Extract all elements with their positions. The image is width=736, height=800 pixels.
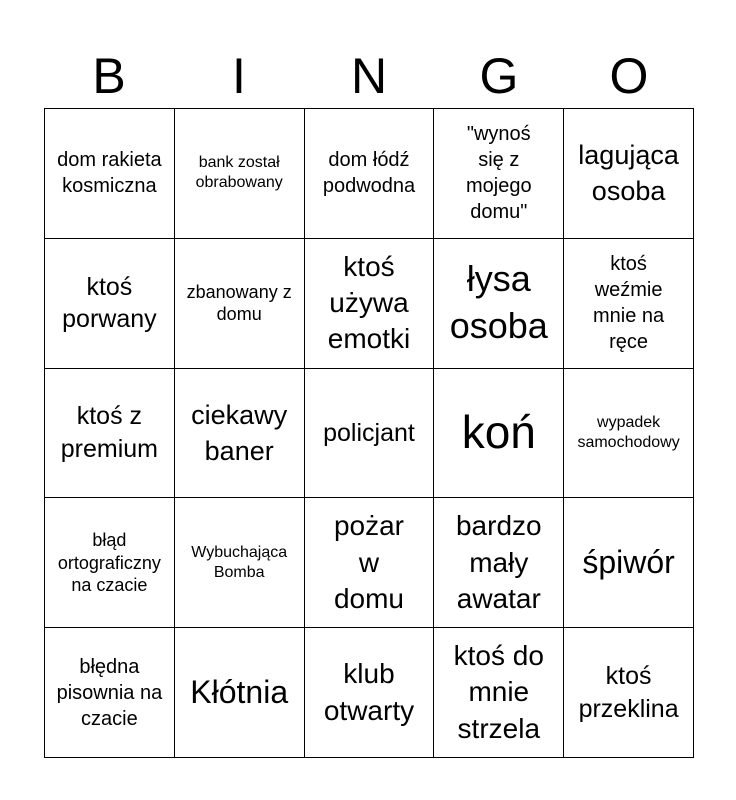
bingo-cell[interactable] <box>305 628 435 758</box>
bingo-cell[interactable] <box>175 628 305 758</box>
bingo-cell[interactable] <box>45 498 175 628</box>
bingo-cell[interactable] <box>434 369 564 499</box>
header-letter-n: N <box>350 48 388 104</box>
cell-label: dom łódź podwodna <box>322 149 416 198</box>
bingo-cell[interactable] <box>45 628 175 758</box>
bingo-cell[interactable] <box>45 109 175 239</box>
bingo-cell[interactable] <box>305 109 435 239</box>
header-letter-i: I <box>232 48 246 104</box>
bingo-cell[interactable] <box>564 239 694 369</box>
bingo-cell[interactable] <box>175 239 305 369</box>
header-letter-g: G <box>479 48 519 104</box>
bingo-cell[interactable] <box>175 498 305 628</box>
bingo-cell[interactable] <box>434 109 564 239</box>
cell-label: dom rakieta kosmiczna <box>57 149 162 198</box>
cell-label: policjant <box>323 418 415 447</box>
cell-label: klub otwarty <box>323 658 415 726</box>
cell-label: ktoś do mnie strzela <box>453 640 544 744</box>
bingo-cell[interactable] <box>564 498 694 628</box>
cell-label: ktoś weźmie mnie na ręce <box>593 253 665 354</box>
cell-label: błąd ortograficzny na czacie <box>57 530 161 596</box>
cell-label: zbanowany z domu <box>186 281 292 325</box>
bingo-cell[interactable] <box>305 369 435 499</box>
cell-label: Wybuchająca Bomba <box>191 543 288 581</box>
cell-label: bank został obrabowany <box>195 154 283 192</box>
bingo-cell[interactable] <box>175 109 305 239</box>
cell-label: Kłótnia <box>190 673 289 710</box>
bingo-cell[interactable] <box>305 239 435 369</box>
bingo-cell[interactable] <box>305 498 435 628</box>
cell-label: błędna pisownia na czacie <box>56 655 163 730</box>
cell-label: "wynoś się z mojego domu" <box>465 123 532 224</box>
header-letter-b: B <box>92 48 126 104</box>
bingo-cell[interactable] <box>564 109 694 239</box>
cell-label: bardzo mały awatar <box>455 510 542 614</box>
cell-label: ktoś przeklina <box>578 662 679 723</box>
bingo-cell[interactable] <box>434 239 564 369</box>
cell-label: pożar w domu <box>333 510 404 614</box>
bingo-cell[interactable] <box>45 369 175 499</box>
header-letter-o: O <box>609 48 649 104</box>
bingo-cell[interactable] <box>564 628 694 758</box>
cell-label: ciekawy baner <box>191 399 288 466</box>
cell-label: śpiwór <box>582 543 675 580</box>
cell-label: lagująca osoba <box>578 139 679 207</box>
bingo-cell[interactable] <box>175 369 305 499</box>
cell-label: ktoś używa emotki <box>327 250 411 355</box>
bingo-grid <box>44 108 694 758</box>
bingo-cell[interactable] <box>564 369 694 499</box>
cell-label: ktoś porwany <box>62 272 157 334</box>
cell-label: ktoś z premium <box>60 402 159 463</box>
bingo-header <box>44 44 694 108</box>
bingo-cell[interactable] <box>45 239 175 369</box>
cell-label: wypadek samochodowy <box>577 413 680 451</box>
cell-label: łysa osoba <box>449 258 548 347</box>
bingo-cell[interactable] <box>434 498 564 628</box>
cell-label: koń <box>461 406 536 459</box>
bingo-cell[interactable] <box>434 628 564 758</box>
